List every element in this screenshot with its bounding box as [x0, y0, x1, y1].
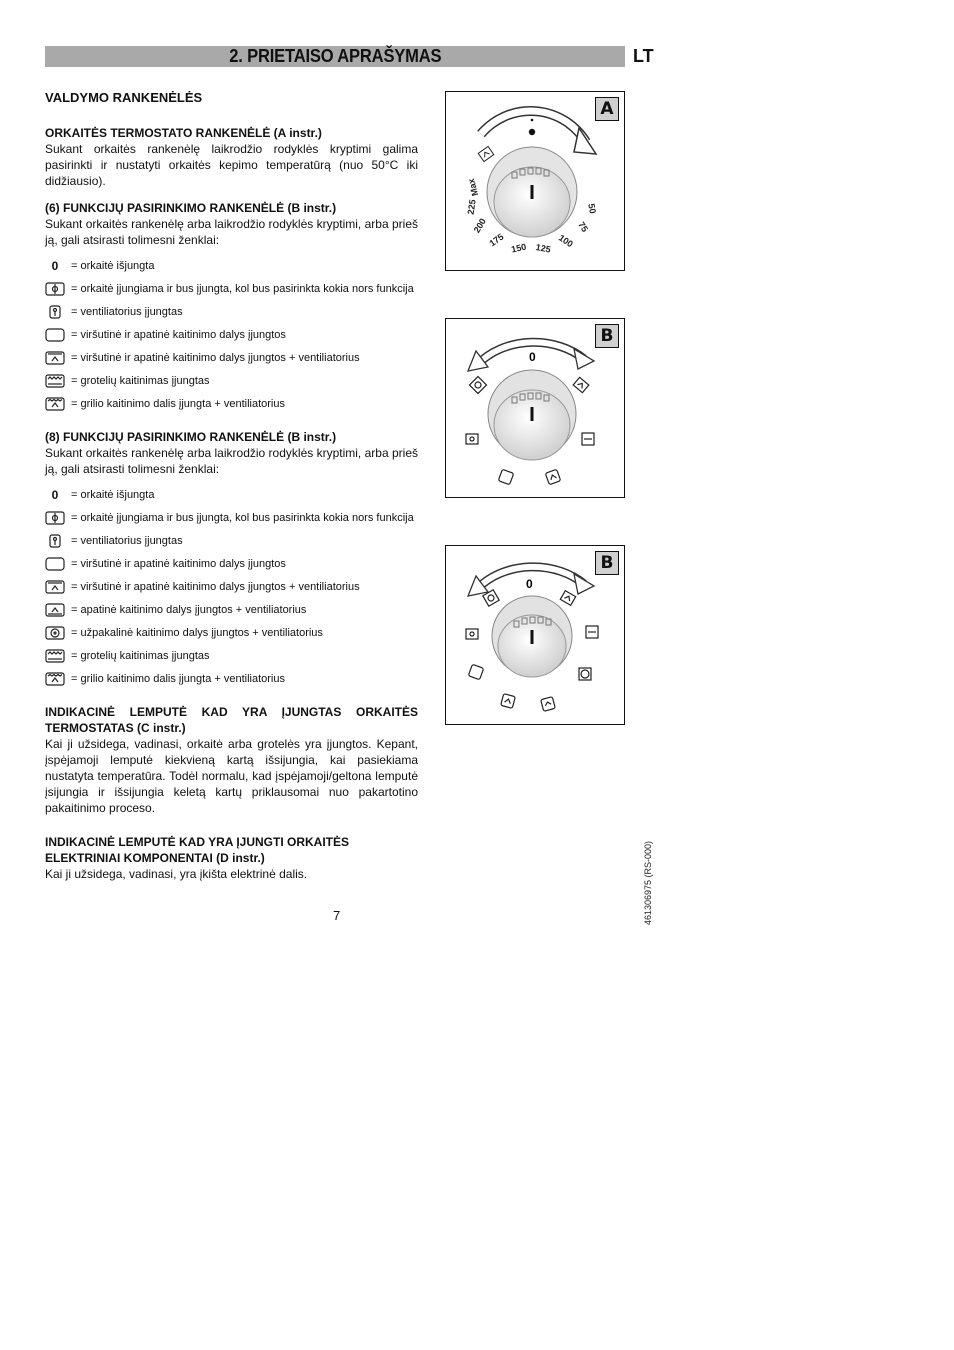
legend-6-row [45, 277, 418, 300]
legend-6-row [45, 369, 418, 392]
top-bottom-heat-icon [468, 664, 483, 679]
off-position-label: 0 [529, 350, 536, 364]
legend-8-row [45, 644, 418, 667]
temperature-scale-label: 225 [465, 198, 478, 216]
legend-6-row [45, 392, 418, 415]
temperature-scale-label: 175 [487, 231, 506, 249]
defrost-icon [45, 511, 65, 525]
grill-fan-icon [45, 672, 65, 686]
grill-fan-icon [478, 146, 494, 161]
off-symbol-text: 0 [51, 258, 59, 273]
section-text-thermostat: Sukant orkaitės rankenėlę laikrodžio rodyklės kryptimi galima pasirinkti ir nustatyti orkaitės kepimo temperatūrą (nuo 50°C iki didžiausio). [45, 142, 418, 188]
temperature-scale-label: 125 [534, 242, 552, 255]
legend-6-text: = orkaitė įjungiama ir bus įjungta, kol bus pasirinkta kokia nors funkcija [71, 282, 414, 295]
section-text-function-8: Sukant orkaitės rankenėlę arba laikrodžio rodyklės kryptimi, arba prieš ją, gali atsirasti tolimesni ženklai: [45, 446, 418, 476]
grill-icon [45, 649, 65, 663]
section-indicator-thermostat [45, 704, 418, 816]
bottom-fan-icon [45, 603, 65, 617]
temperature-scale-label: 150 [510, 241, 528, 255]
legend-8-text: = orkaitė išjungta [71, 488, 155, 501]
legend-function-6 [45, 254, 418, 415]
legend-8-text: = užpakalinė kaitinimo dalys įjungtos + ventiliatorius [71, 626, 323, 639]
legend-8-text: = apatinė kaitinimo dalys įjungtos + ventiliatorius [71, 603, 307, 616]
defrost-icon [45, 282, 65, 296]
temperature-scale-label: 200 [471, 216, 489, 235]
section-title-function-8: (8) FUNKCIJŲ PASIRINKIMO RANKENĖLĖ (B instr.) [45, 430, 337, 444]
section-function-8 [45, 429, 418, 477]
figure-b2-label: B [595, 551, 619, 575]
legend-6-text: = grilio kaitinimo dalis įjungta + ventiliatorius [71, 397, 285, 410]
section-title: 2. PRIETAISO APRAŠYMAS [228, 46, 442, 66]
legend-8-text: = viršutinė ir apatinė kaitinimo dalys įjungtos + ventiliatorius [71, 580, 360, 593]
fan-icon [470, 377, 487, 394]
fan-icon [45, 305, 65, 319]
temperature-scale-label: 50 [586, 202, 598, 215]
legend-8-text: = grotelių kaitinimas įjungtas [71, 649, 210, 662]
temperature-scale-label: 75 [576, 219, 591, 234]
legend-6-text: = viršutinė ir apatinė kaitinimo dalys įjungtos [71, 328, 286, 341]
legend-8-row [45, 506, 418, 529]
legend-8-row [45, 667, 418, 690]
off-position-label: 0 [526, 577, 533, 591]
grill-fan-icon [560, 591, 575, 606]
legend-8-text: = ventiliatorius įjungtas [71, 534, 183, 547]
section-text-indicator-thermostat: Kai ji užsidega, vadinasi, orkaitė arba grotelės yra įjungtos. Kepant, įspėjamoji lemputė kiekvieną kartą išsijungia, kai pasiekiama nustatyta temperatūra. Todėl normalu, kad įspėjamoji/geltona lemputė įsijungia ir išsijungia keletą kartų priklausomai nuo pakartotino pakaitinimo proceso. [45, 737, 418, 815]
off-symbol-text: 0 [51, 487, 59, 502]
top-bottom-fan-icon [45, 580, 65, 594]
legend-8-row [45, 575, 418, 598]
figure-b-function-knob-6 [445, 318, 625, 498]
section-function-6 [45, 200, 418, 248]
section-thermostat [45, 125, 418, 189]
page-number: 7 [333, 908, 341, 923]
legend-8-row [45, 552, 418, 575]
legend-8-row [45, 621, 418, 644]
grill-icon [582, 433, 594, 445]
legend-6-row [45, 254, 418, 277]
top-bottom-fan-icon [501, 694, 516, 709]
document-code: 461306975 (RS-000) [643, 840, 653, 925]
fan-icon [45, 534, 65, 548]
section-title-thermostat: ORKAITĖS TERMOSTATO RANKENĖLĖ (A instr.) [45, 126, 322, 140]
legend-6-text: = grotelių kaitinimas įjungtas [71, 374, 210, 387]
legend-8-row [45, 598, 418, 621]
legend-6-row [45, 346, 418, 369]
grill-icon [586, 626, 598, 638]
off-symbol [45, 259, 65, 273]
main-heading: VALDYMO RANKENĖLĖS [45, 90, 203, 105]
legend-6-row [45, 300, 418, 323]
section-title-indicator-thermostat: INDIKACINĖ LEMPUTĖ KAD YRA ĮJUNGTAS ORKAITĖS TERMOSTATAS (C instr.) [45, 705, 418, 735]
top-bottom-heat-icon [498, 469, 513, 484]
top-bottom-heat-icon [45, 557, 65, 571]
top-bottom-fan-icon [545, 469, 560, 484]
legend-8-row [45, 529, 418, 552]
temperature-scale-label: 100 [556, 232, 575, 250]
section-indicator-elements [45, 834, 418, 882]
section-text-indicator-elements: Kai ji užsidega, vadinasi, yra įkišta elektrinė dalis. [45, 867, 308, 881]
grill-icon [45, 374, 65, 388]
main-content [45, 90, 418, 893]
rear-fan-icon [45, 626, 65, 640]
grill-fan-icon [573, 377, 589, 392]
section-title-indicator-elements: INDIKACINĖ LEMPUTĖ KAD YRA ĮJUNGTI ORKAITĖS ELEKTRINIAI KOMPONENTAI (D instr.) [45, 835, 350, 865]
section-header-bar [45, 46, 625, 67]
figure-b1-label: B [595, 324, 619, 348]
figure-a-label: A [595, 97, 619, 121]
off-symbol [45, 488, 65, 502]
defrost-icon [466, 434, 478, 444]
defrost-icon [466, 629, 478, 639]
language-code: LT [633, 46, 654, 66]
bottom-fan-icon [541, 697, 556, 712]
grill-fan-icon [45, 397, 65, 411]
legend-8-text: = viršutinė ir apatinė kaitinimo dalys įjungtos [71, 557, 286, 570]
temperature-scale-label: Max [466, 177, 481, 198]
legend-8-row [45, 483, 418, 506]
legend-6-text: = orkaitė išjungta [71, 259, 155, 272]
legend-6-text: = ventiliatorius įjungtas [71, 305, 183, 318]
legend-6-row [45, 323, 418, 346]
section-title-function-6: (6) FUNKCIJŲ PASIRINKIMO RANKENĖLĖ (B instr.) [45, 201, 337, 215]
legend-8-text: = orkaitė įjungiama ir bus įjungta, kol bus pasirinkta kokia nors funkcija [71, 511, 414, 524]
legend-function-8 [45, 483, 418, 690]
section-text-function-6: Sukant orkaitės rankenėlę arba laikrodžio rodyklės kryptimi, arba prieš ją, gali atsirasti tolimesni ženklai: [45, 217, 418, 247]
rear-fan-icon [579, 668, 591, 680]
legend-6-text: = viršutinė ir apatinė kaitinimo dalys įjungtos + ventiliatorius [71, 351, 360, 364]
top-bottom-fan-icon [45, 351, 65, 365]
figure-b-function-knob-8 [445, 545, 625, 725]
legend-8-text: = grilio kaitinimo dalis įjungta + ventiliatorius [71, 672, 285, 685]
top-bottom-heat-icon [45, 328, 65, 342]
figure-a-thermostat-knob [445, 91, 625, 271]
